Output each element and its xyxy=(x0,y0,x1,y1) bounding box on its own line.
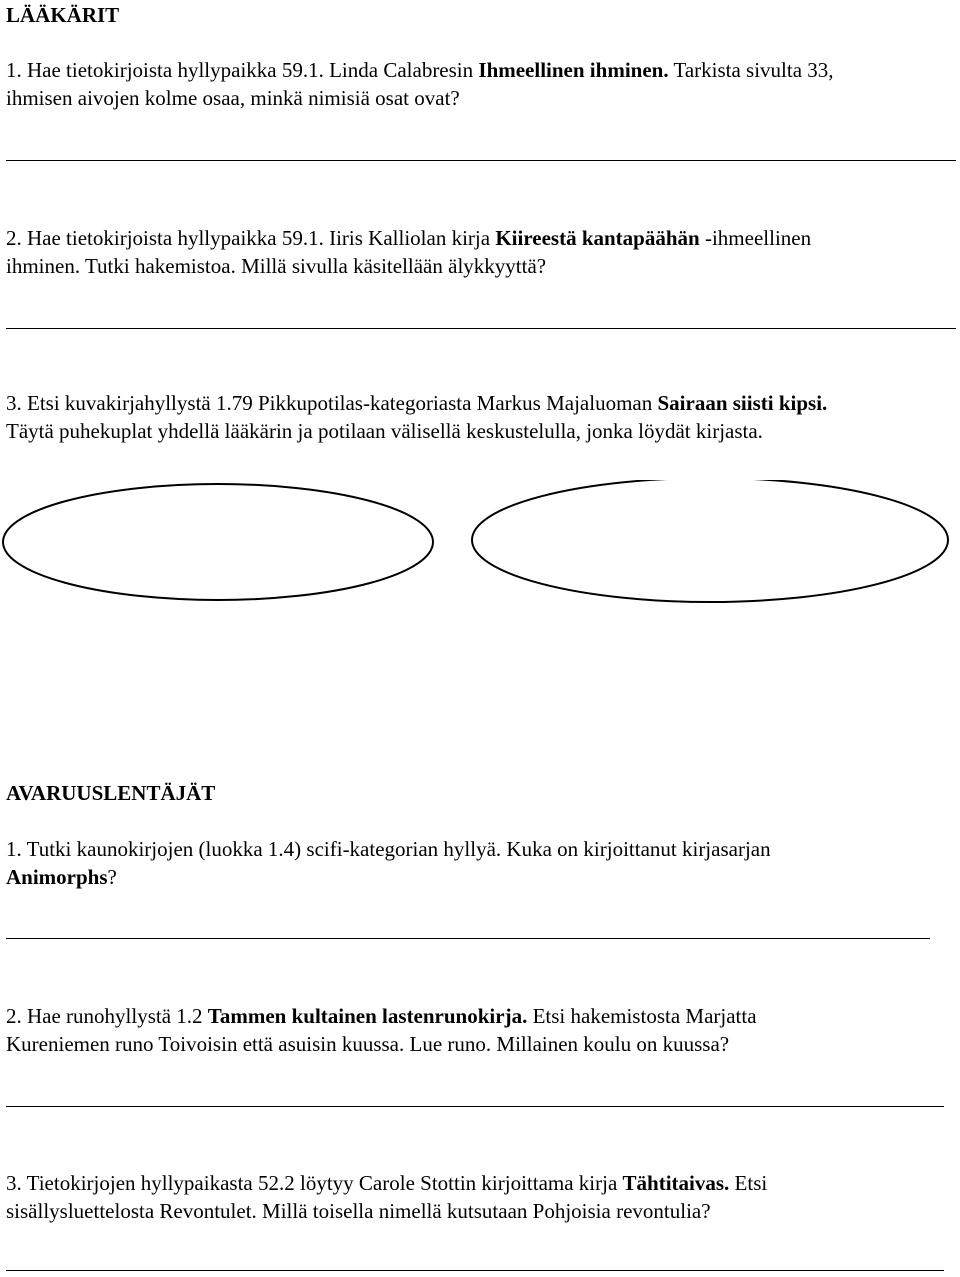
question-text: 3. Tietokirjojen hyllypaikasta 52.2 löytyy Carole Stottin kirjoittama kirja xyxy=(6,1171,623,1195)
question-text: 3. Etsi kuvakirjahyllystä 1.79 Pikkupotilas-kategoriasta Markus Majaluoman xyxy=(6,391,658,415)
question-text: Tarkista sivulta 33, xyxy=(668,58,834,82)
question-3-line-1 xyxy=(6,390,827,416)
speech-bubbles xyxy=(0,480,960,610)
question-text: 1. Hae tietokirjoista hyllypaikka 59.1. Linda Calabresin xyxy=(6,58,479,82)
book-title: Tähtitaivas. xyxy=(622,1171,730,1195)
question-3-line-2: Täytä puhekuplat yhdellä lääkärin ja potilaan välisellä keskustelulla, jonka löydät kirjasta. xyxy=(6,419,763,443)
book-series-title: Animorphs xyxy=(6,865,108,889)
question-text: -ihmeellinen xyxy=(699,226,812,250)
speech-bubble-doctor[interactable] xyxy=(3,484,433,600)
question-6-line-2: sisällysluettelosta Revontulet. Millä toisella nimellä kutsutaan Pohjoisia revontulia? xyxy=(6,1199,711,1223)
question-1-line-2: ihmisen aivojen kolme osaa, minkä nimisiä osat ovat? xyxy=(6,86,460,110)
book-title: Tammen kultainen lastenrunokirja. xyxy=(207,1004,528,1028)
speech-bubble-patient[interactable] xyxy=(472,480,948,602)
section-title-laakarit: LÄÄKÄRIT xyxy=(6,3,120,27)
question-2-line-1 xyxy=(6,225,811,251)
answer-line-5[interactable] xyxy=(6,1270,944,1271)
answer-line-2[interactable] xyxy=(6,328,956,329)
book-title: Ihmeellinen ihminen. xyxy=(478,58,669,82)
answer-line-3[interactable] xyxy=(6,938,930,939)
section-title-avaruuslentajat: AVARUUSLENTÄJÄT xyxy=(6,781,216,805)
question-4-line-2 xyxy=(6,864,117,890)
question-text: Etsi hakemistosta Marjatta xyxy=(527,1004,757,1028)
question-1-line-1 xyxy=(6,57,834,83)
question-5-line-1 xyxy=(6,1003,757,1029)
answer-line-1[interactable] xyxy=(6,160,956,161)
book-title: Kiireestä kantapäähän xyxy=(495,226,700,250)
question-text: Etsi xyxy=(729,1171,768,1195)
answer-line-4[interactable] xyxy=(6,1106,944,1107)
question-2-line-2: ihminen. Tutki hakemistoa. Millä sivulla käsitellään älykkyyttä? xyxy=(6,254,547,278)
question-text: ? xyxy=(107,865,117,889)
question-text: 2. Hae tietokirjoista hyllypaikka 59.1. Iiris Kalliolan kirja xyxy=(6,226,496,250)
question-6-line-1 xyxy=(6,1170,767,1196)
book-title: Sairaan siisti kipsi. xyxy=(657,391,828,415)
question-text: 2. Hae runohyllystä 1.2 xyxy=(6,1004,208,1028)
question-5-line-2: Kureniemen runo Toivoisin että asuisin kuussa. Lue runo. Millainen koulu on kuussa? xyxy=(6,1032,730,1056)
question-4-line-1: 1. Tutki kaunokirjojen (luokka 1.4) scifi-kategorian hyllyä. Kuka on kirjoittanut kirjasarjan xyxy=(6,837,771,861)
